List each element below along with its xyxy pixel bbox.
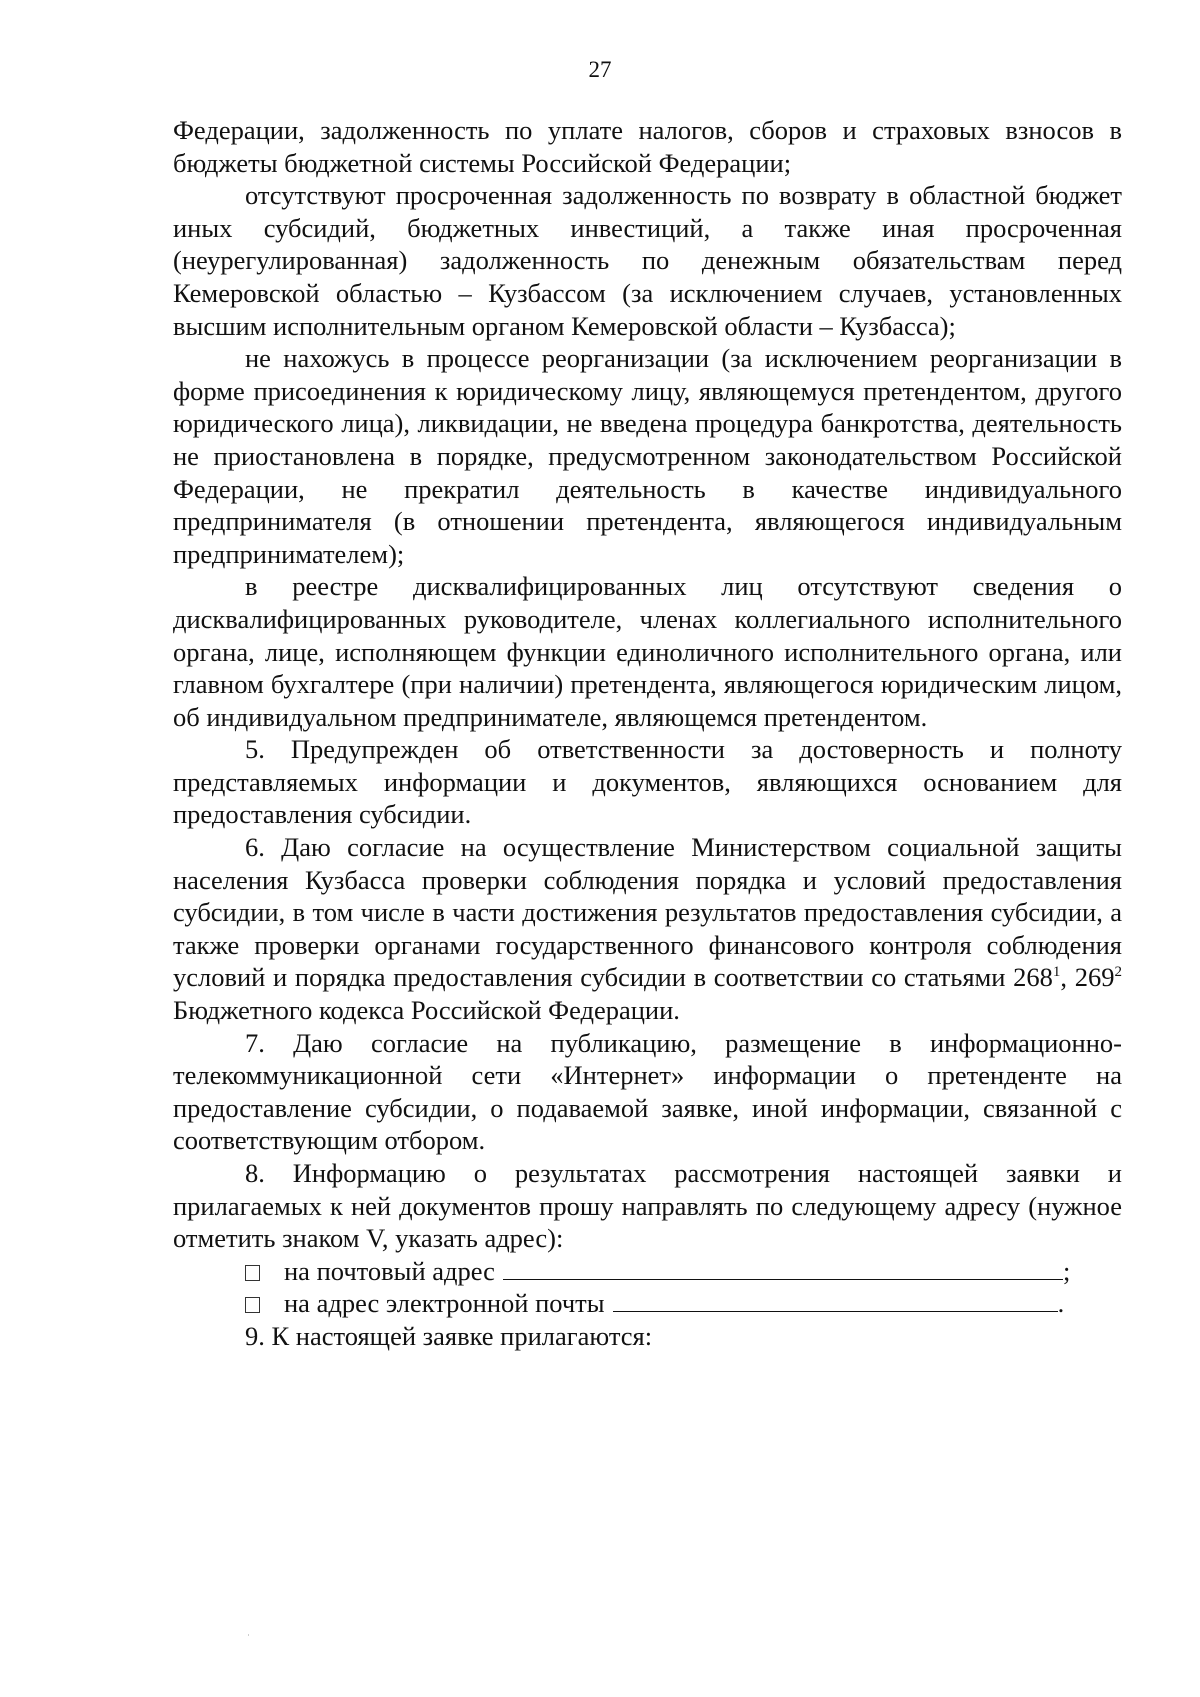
postal-address-checkbox[interactable] xyxy=(245,1265,260,1281)
email-address-field[interactable] xyxy=(613,1289,1058,1312)
postal-address-terminator: ; xyxy=(1062,1255,1071,1286)
article-separator: , xyxy=(1060,962,1075,993)
article-268-superscript: 1 xyxy=(1052,964,1061,981)
option-postal-address xyxy=(173,1255,1122,1288)
postal-address-label: на почтовый адрес xyxy=(284,1255,495,1286)
postal-address-field[interactable] xyxy=(503,1257,1063,1280)
paragraph-item-9-attachments: 9. К настоящей заявке прилагаются: xyxy=(245,1320,653,1351)
paragraph-disqualified-registry: в реестре дисквалифицированных лиц отсутствуют сведения о дисквалифицированных руководителе, членах коллегиального исполнительного органа, лице, исполняющем функции единоличного исполнительного органа, или главном бухгалтере (при наличии) претендента, являющегося юридическим лицом, об индивидуальном предпринимателе, являющемся претендентом. xyxy=(173,571,1122,732)
scan-artifact-dot xyxy=(248,1634,249,1636)
page-number: 27 xyxy=(588,57,612,82)
item-6-text-end: Бюджетного кодекса Российской Федерации. xyxy=(173,995,680,1026)
document-body xyxy=(173,114,1122,1353)
option-email-address xyxy=(173,1287,1122,1320)
email-address-terminator: . xyxy=(1057,1288,1065,1319)
item-6-text-start: 6. Даю согласие на осуществление Министерством социальной защиты населения Кузбасса проверки соблюдения порядка и условий предоставления субсидии, в том числе в части достижения результатов предоставления субсидии, а также проверки органами государственного финансового контроля соблюдения условий и порядка предоставления субсидии в соответствии со статьями xyxy=(173,832,1122,993)
paragraph-item-6-consent-checks xyxy=(173,831,1122,1027)
paragraph-overdue-debt: отсутствуют просроченная задолженность по возврату в областной бюджет иных субсидий, бюджетных инвестиций, а также иная просроченная (неурегулированная) задолженность по денежным обязательствам перед Кемеровской областью – Кузбассом (за исключением случаев, установленных высшим исполнительным органом Кемеровской области – Кузбасса); xyxy=(173,180,1122,341)
paragraph-reorganization: не нахожусь в процессе реорганизации (за исключением реорганизации в форме присоединения к юридическому лицу, являющемуся претендентом, другого юридического лица), ликвидации, не введена процедура банкротства, деятельность не приостановлена в порядке, предусмотренном законодательством Российской Федерации, не прекратил деятельность в качестве индивидуального предпринимателя (в отношении претендента, являющегося индивидуальным предпринимателем); xyxy=(173,343,1122,569)
paragraph-item-7-consent-publication: 7. Даю согласие на публикацию, размещение в информационно-телекоммуникационной сети «Интернет» информации о претенденте на предоставление субсидии, о подаваемой заявке, иной информации, связанной с соответствующим отбором. xyxy=(173,1027,1122,1156)
article-269: 269 xyxy=(1074,962,1115,993)
article-269-superscript: 2 xyxy=(1114,964,1122,981)
article-268: 268 xyxy=(1013,962,1053,993)
email-address-label: на адрес электронной почты xyxy=(284,1288,605,1319)
email-address-checkbox[interactable] xyxy=(245,1297,260,1313)
paragraph-tax-debt: Федерации, задолженность по уплате налогов, сборов и страховых взносов в бюджеты бюджетной системы Российской Федерации; xyxy=(173,115,1122,178)
paragraph-item-5-responsibility: 5. Предупрежден об ответственности за достоверность и полноту представляемых информации и документов, являющихся основанием для предоставления субсидии. xyxy=(173,734,1122,830)
paragraph-item-8-results-address: 8. Информацию о результатах рассмотрения настоящей заявки и прилагаемых к ней документов прошу направлять по следующему адресу (нужное отметить знаком V, указать адрес): xyxy=(173,1158,1122,1254)
